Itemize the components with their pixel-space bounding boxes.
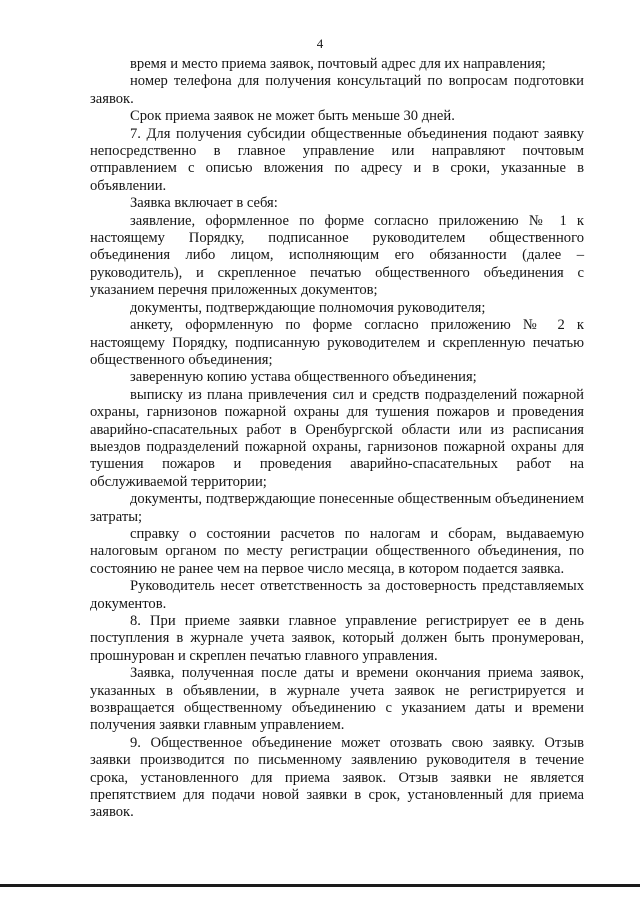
page-number: 4 [316, 36, 324, 51]
paragraph: 7. Для получения субсидии общественные объединения подают заявку непосредственно в главное управление или направляют почтовым отправлением с описью вложения по адресу и в сроки, указанные в объявлении. [90, 125, 584, 194]
paragraph: документы, подтверждающие понесенные общественным объединением затраты; [90, 491, 584, 525]
paragraph: номер телефона для получения консультаций по вопросам подготовки заявок. [90, 73, 584, 107]
paragraph: Руководитель несет ответственность за достоверность представляемых документов. [90, 578, 584, 612]
page-bottom-border [0, 884, 640, 887]
paragraph: заверенную копию устава общественного объединения; [130, 369, 477, 386]
paragraph: документы, подтверждающие полномочия руководителя; [130, 299, 486, 316]
paragraph: анкету, оформленную по форме согласно приложению № 2 к настоящему Порядку, подписанную руководителем и скрепленную печатью общественного объединения; [90, 317, 584, 368]
paragraph: выписку из плана привлечения сил и средств подразделений пожарной охраны, гарнизонов пожарной охраны для тушения пожаров и проведения аварийно-спасательных работ в Оренбургской области или из расписания выездов подразделений пожарной охраны, гарнизонов пожарной охраны для тушения пожаров и проведения аварийно-спасательных работ на обслуживаемой территории; [90, 386, 584, 490]
paragraph: Заявка, полученная после даты и времени окончания приема заявок, указанных в объявлении, в журнале учета заявок не регистрируется и возвращается общественному объединению с указанием даты и времени получения заявки главным управлением. [90, 665, 584, 734]
paragraph: 8. При приеме заявки главное управление регистрирует ее в день поступления в журнале учета заявок, который должен быть пронумерован, прошнурован и скреплен печатью главного управления. [90, 613, 584, 664]
paragraph: Заявка включает в себя: [130, 195, 278, 212]
paragraph: справку о состоянии расчетов по налогам и сборам, выдаваемую налоговым органом по месту регистрации общественного объединения, по состоянию не ранее чем на первое число месяца, в котором подается заявка. [90, 525, 584, 577]
paragraph: Срок приема заявок не может быть меньше 30 дней. [130, 108, 455, 125]
paragraph: заявление, оформленное по форме согласно приложению № 1 к настоящему Порядку, подписанное руководителем общественного объединения либо лицом, исполняющим его обязанности (далее – руководитель), и скрепленное печатью общественного объединения с указанием перечня приложенных документов; [90, 212, 584, 299]
paragraph: 9. Общественное объединение может отозвать свою заявку. Отзыв заявки производится по письменному заявлению руководителя в течение срока, установленного для приема заявок. Отзыв заявки не является препятствием для подачи новой заявки в срок, установленный для приема заявок. [90, 734, 584, 821]
paragraph: время и место приема заявок, почтовый адрес для их направления; [130, 56, 546, 72]
document-body [90, 56, 584, 822]
